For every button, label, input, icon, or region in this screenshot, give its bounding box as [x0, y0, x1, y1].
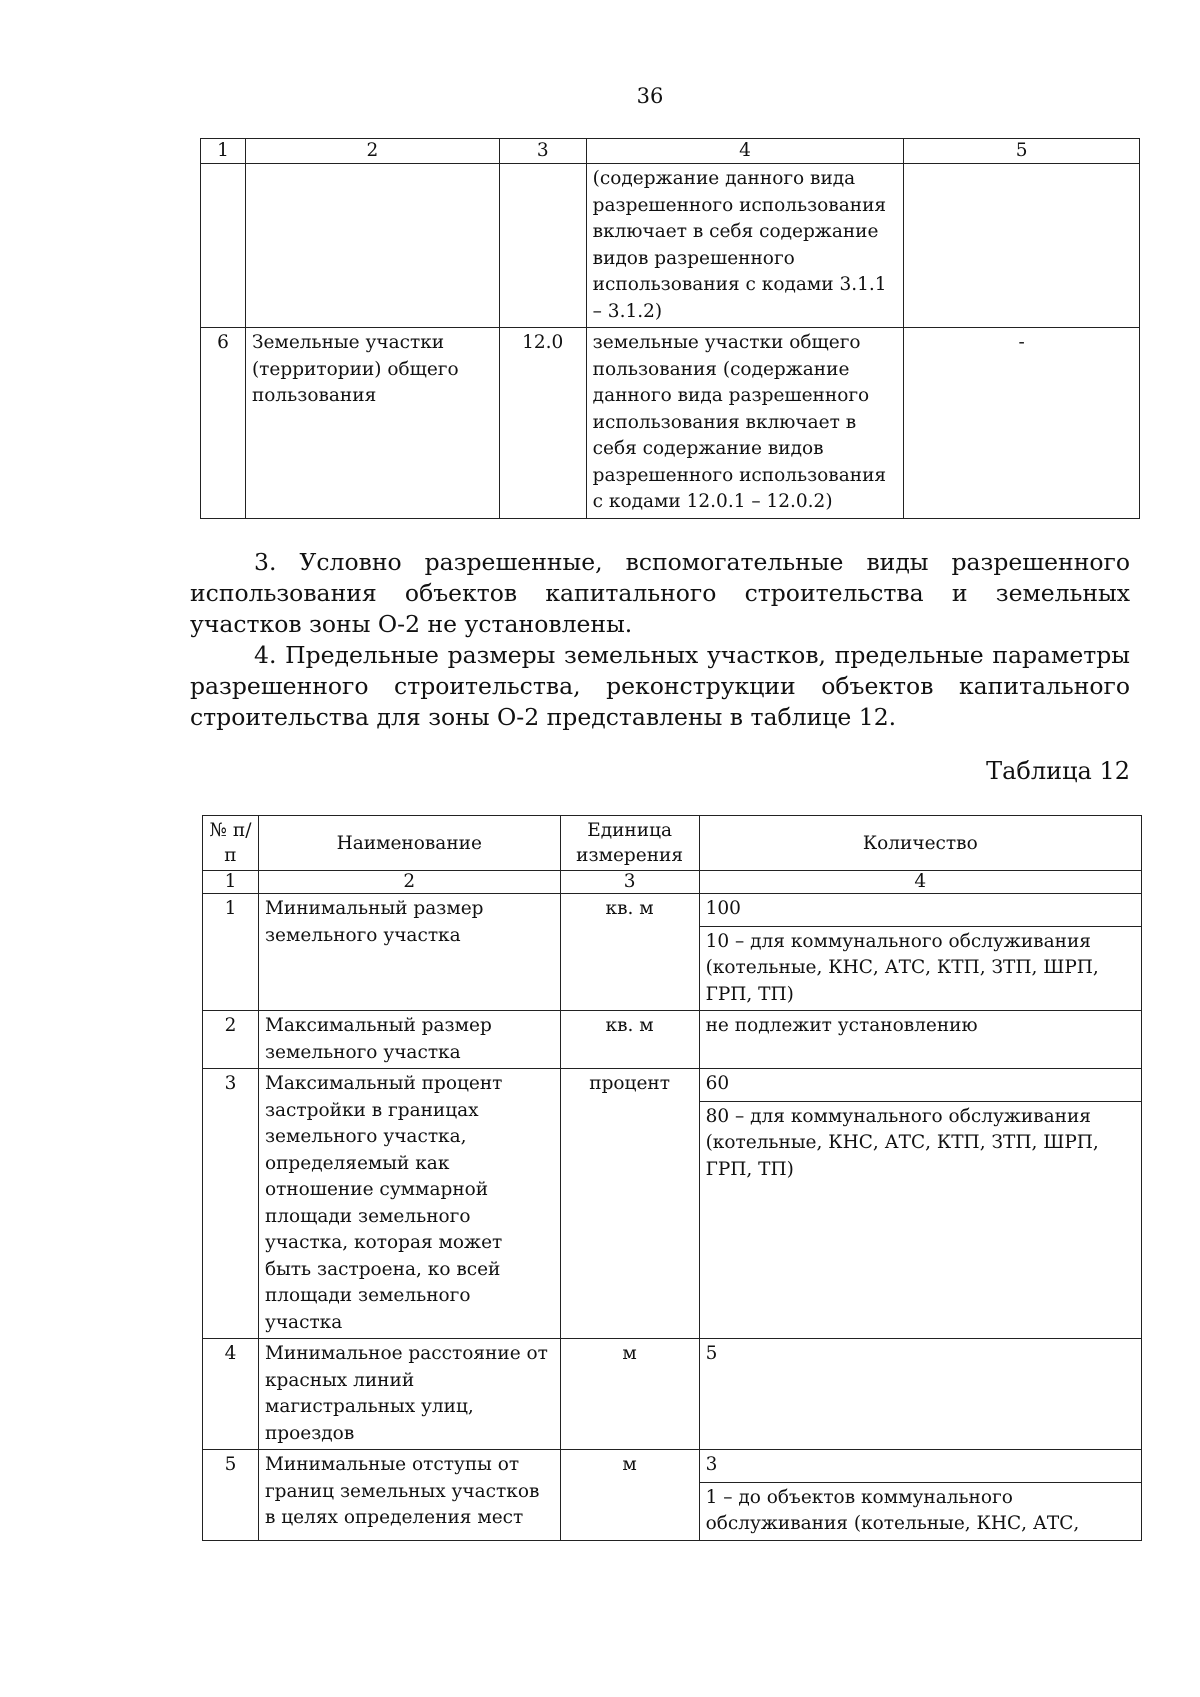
- table-caption: Таблица 12: [986, 757, 1130, 785]
- table-row: [201, 328, 1140, 519]
- row-description: (содержание данного вида разрешенного использования включает в себя содержание видов разрешенного использования с кодами 3.1.1 – 3.1.2): [586, 164, 904, 328]
- row-number: 4: [203, 1339, 259, 1450]
- paragraphs: [190, 547, 1130, 733]
- table-row: [203, 1069, 1142, 1339]
- quantity-extra: 80 – для коммунального обслуживания (котельные, КНС, АТС, КТП, ЗТП, ШРП, ГРП, ТП): [700, 1101, 1141, 1184]
- row-name: Максимальный размер земельного участка: [258, 1011, 560, 1069]
- row-quantity: [699, 1339, 1141, 1450]
- header-cell: Единица измерения: [560, 816, 699, 871]
- row-code: 12.0: [499, 328, 586, 519]
- row-unit: кв. м: [560, 1011, 699, 1069]
- row-name: Минимальные отступы от границ земельных участков в целях определения мест: [258, 1450, 560, 1541]
- row-name: Минимальный размер земельного участка: [258, 894, 560, 1011]
- table-12-index-row: [203, 871, 1142, 894]
- header-cell: № п/п: [203, 816, 259, 871]
- row-number: 2: [203, 1011, 259, 1069]
- header-cell: 3: [499, 139, 586, 164]
- header-cell: 5: [904, 139, 1140, 164]
- quantity-main: 3: [705, 1454, 718, 1475]
- row-code: [499, 164, 586, 328]
- row-note: -: [904, 328, 1140, 519]
- row-quantity: [699, 1069, 1141, 1339]
- index-cell: 1: [203, 871, 259, 894]
- table-row: [203, 894, 1142, 1011]
- index-cell: 2: [258, 871, 560, 894]
- row-quantity: [699, 1011, 1141, 1069]
- row-name: Земельные участки (территории) общего пользования: [245, 328, 499, 519]
- continued-table-header: [201, 139, 1140, 164]
- quantity-extra: 1 – до объектов коммунального обслуживания (котельные, КНС, АТС,: [700, 1482, 1141, 1538]
- table-12-header: [203, 816, 1142, 871]
- row-number: 1: [203, 894, 259, 1011]
- table-row: [203, 1339, 1142, 1450]
- index-cell: 3: [560, 871, 699, 894]
- row-note: [904, 164, 1140, 328]
- paragraph: 3. Условно разрешенные, вспомогательные виды разрешенного использования объектов капитального строительства и земельных участков зоны О-2 не установлены.: [190, 548, 1130, 638]
- row-unit: кв. м: [560, 894, 699, 1011]
- row-name: [245, 164, 499, 328]
- table-row: [203, 1450, 1142, 1541]
- row-name: Максимальный процент застройки в границах земельного участка, определяемый как отношение суммарной площади земельного участка, которая может быть застроена, ко всей площади земельного участка: [258, 1069, 560, 1339]
- quantity-main: 100: [705, 898, 741, 919]
- quantity-main: 60: [705, 1073, 730, 1094]
- quantity-extra: 10 – для коммунального обслуживания (котельные, КНС, АТС, КТП, ЗТП, ШРП, ГРП, ТП): [700, 926, 1141, 1009]
- row-number: 3: [203, 1069, 259, 1339]
- row-number: [201, 164, 246, 328]
- header-cell: 2: [245, 139, 499, 164]
- quantity-main: не подлежит установлению: [705, 1015, 978, 1036]
- table-row: [203, 1011, 1142, 1069]
- header-cell: Количество: [699, 816, 1141, 871]
- row-name: Минимальное расстояние от красных линий магистральных улиц, проездов: [258, 1339, 560, 1450]
- header-cell: Наименование: [258, 816, 560, 871]
- continued-table: [200, 138, 1140, 519]
- row-description: земельные участки общего пользования (содержание данного вида разрешенного использования включает в себя содержание видов разрешенного использования с кодами 12.0.1 – 12.0.2): [586, 328, 904, 519]
- row-number: 5: [203, 1450, 259, 1541]
- row-number: 6: [201, 328, 246, 519]
- quantity-main: 5: [705, 1343, 718, 1364]
- index-cell: 4: [699, 871, 1141, 894]
- table-12: [202, 815, 1142, 1541]
- row-quantity: [699, 894, 1141, 1011]
- row-unit: м: [560, 1339, 699, 1450]
- table-row: [201, 164, 1140, 328]
- paragraph: 4. Предельные размеры земельных участков, предельные параметры разрешенного строительства, реконструкции объектов капитального строительства для зоны О-2 представлены в таблице 12.: [190, 641, 1130, 731]
- header-cell: 4: [586, 139, 904, 164]
- header-cell: 1: [201, 139, 246, 164]
- row-quantity: [699, 1450, 1141, 1541]
- row-unit: м: [560, 1450, 699, 1541]
- row-unit: процент: [560, 1069, 699, 1339]
- page-number: 36: [636, 84, 664, 108]
